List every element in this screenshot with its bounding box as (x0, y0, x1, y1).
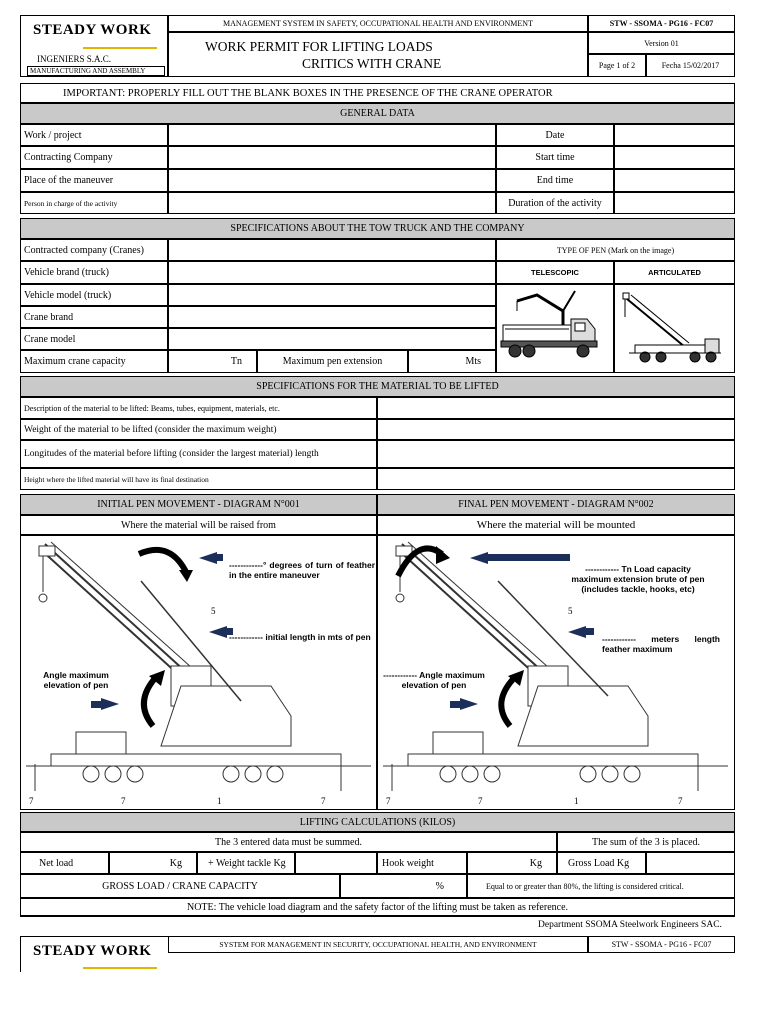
footer-border (20, 916, 735, 917)
department-label: Department SSOMA Steelwork Engineers SAC. (538, 920, 722, 930)
gross-capacity-label: GROSS LOAD / CRANE CAPACITY (20, 874, 340, 898)
load-capacity-note: ------------ Tn Load capacity maximum extension brute of pen (includes tackle, hooks, etc) (571, 564, 705, 594)
general-row-label: Work / project (20, 124, 168, 146)
material-height-field[interactable] (377, 468, 735, 490)
material-row-label: Longitudes of the material before lifting (consider the largest material) length (20, 440, 377, 468)
header-system: MANAGEMENT SYSTEM IN SAFETY, OCCUPATIONAL HEALTH AND ENVIRONMENT (168, 15, 588, 32)
vehicle-model-field[interactable] (168, 284, 496, 306)
max-elevation-angle-note: Angle maximum elevation of pen (43, 670, 109, 690)
svg-text:7: 7 (29, 796, 34, 806)
document-page: Page 1 of 2 (588, 54, 646, 77)
header-title-box (168, 32, 588, 77)
weight-tackle-label: + Weight tackle Kg (197, 852, 295, 874)
initial-diagram-subtitle: Where the material will be raised from (20, 515, 377, 535)
max-crane-capacity-label: Maximum crane capacity (20, 350, 168, 373)
document-date: Fecha 15/02/2017 (646, 54, 735, 77)
reference-note: NOTE: The vehicle load diagram and the safety factor of the lifting must be taken as reference. (20, 898, 735, 916)
telescopic-crane-truck-image[interactable] (496, 284, 614, 373)
tow-truck-title: SPECIFICATIONS ABOUT THE TOW TRUCK AND THE COMPANY (20, 218, 735, 239)
footer-system: SYSTEM FOR MANAGEMENT IN SECURITY, OCCUPATIONAL HEALTH, AND ENVIRONMENT (168, 936, 588, 953)
material-row-label: Description of the material to be lifted: Beams, tubes, equipment, materials, etc. (20, 397, 377, 419)
mts-unit: Mts (465, 356, 481, 367)
calculations-title: LIFTING CALCULATIONS (KILOS) (20, 812, 735, 832)
svg-text:5: 5 (568, 606, 573, 616)
hook-weight-label: Hook weight (377, 852, 467, 874)
max-length-note: ------------ meters length feather maximum (602, 634, 720, 654)
tow-row-label: Vehicle model (truck) (20, 284, 168, 306)
material-description-field[interactable] (377, 397, 735, 419)
kg-unit: Kg (169, 857, 182, 869)
general-row-right-label: End time (496, 169, 614, 192)
svg-text:7: 7 (121, 796, 126, 806)
footer-company-logo: STEADY WORK (33, 943, 152, 959)
document-version: Version 01 (588, 32, 735, 54)
telescopic-label: TELESCOPIC (496, 261, 614, 284)
tow-row-label: Vehicle brand (truck) (20, 261, 168, 284)
svg-text:1: 1 (217, 796, 222, 806)
general-row-right-label: Start time (496, 146, 614, 169)
svg-text:7: 7 (478, 796, 483, 806)
net-load-field[interactable] (109, 852, 197, 874)
general-row-label: Place of the maneuver (20, 169, 168, 192)
contracting-company-field[interactable] (168, 146, 496, 169)
document-code: STW - SSOMA - PG16 - FC07 (588, 15, 735, 32)
material-length-field[interactable] (377, 440, 735, 468)
articulated-label: ARTICULATED (614, 261, 735, 284)
type-of-pen-text: TYPE OF PEN (556, 245, 607, 255)
gross-load-field[interactable] (646, 852, 735, 874)
svg-text:7: 7 (321, 796, 326, 806)
tow-row-label: Contracted company (Cranes) (20, 239, 168, 261)
footer-logo-box (20, 936, 168, 972)
net-load-label: Net load (20, 852, 109, 874)
max-crane-capacity-field[interactable] (168, 350, 257, 373)
date-field[interactable] (614, 124, 735, 146)
weight-tackle-field[interactable] (295, 852, 377, 874)
company-name: INGENIERS S.A.C. (37, 54, 112, 64)
start-time-field[interactable] (614, 146, 735, 169)
type-of-pen-note: (Mark on the image) (608, 245, 675, 255)
svg-text:5: 5 (211, 606, 216, 616)
general-row-right-label: Date (496, 124, 614, 146)
place-field[interactable] (168, 169, 496, 192)
document-title-line2: CRITICS WITH CRANE (302, 56, 442, 71)
tn-unit: Tn (230, 356, 242, 367)
document-title-line1: WORK PERMIT FOR LIFTING LOADS (205, 39, 433, 54)
final-diagram-subtitle: Where the material will be mounted (377, 515, 735, 535)
crane-brand-field[interactable] (168, 306, 496, 328)
material-title: SPECIFICATIONS FOR THE MATERIAL TO BE LIFTED (20, 376, 735, 397)
company-logo: STEADY WORK (33, 22, 152, 38)
initial-diagram-title: INITIAL PEN MOVEMENT - DIAGRAM N°001 (20, 494, 377, 515)
percent-unit: % (435, 880, 444, 892)
max-pen-extension-label: Maximum pen extension (257, 350, 408, 373)
kg-unit: Kg (529, 857, 542, 869)
end-time-field[interactable] (614, 169, 735, 192)
material-row-label: Weight of the material to be lifted (consider the maximum weight) (20, 419, 377, 440)
work-project-field[interactable] (168, 124, 496, 146)
tow-row-label: Crane brand (20, 306, 168, 328)
gross-load-label: Gross Load Kg (557, 852, 646, 874)
critical-note: Equal to or greater than 80%, the lifting is considered critical. (467, 874, 735, 898)
final-diagram-panel (377, 535, 735, 810)
summed-instruction: The 3 entered data must be summed. (20, 832, 557, 852)
general-row-right-label: Duration of the activity (496, 192, 614, 214)
general-row-label: Person in charge of the activity (20, 192, 168, 214)
footer-logo-underline (83, 967, 157, 969)
material-weight-field[interactable] (377, 419, 735, 440)
footer-code: STW - SSOMA - PG16 - FC07 (588, 936, 735, 953)
svg-text:7: 7 (678, 796, 683, 806)
max-elevation-angle-note: ------------ Angle maximum elevation of pen (383, 670, 485, 690)
general-row-label: Contracting Company (20, 146, 168, 169)
initial-length-note: ------------ initial length in mts of pen (229, 632, 371, 642)
initial-diagram-panel (20, 535, 377, 810)
articulated-crane-truck-image[interactable] (614, 284, 735, 373)
person-in-charge-field[interactable] (168, 192, 496, 214)
duration-field[interactable] (614, 192, 735, 214)
material-row-label: Height where the lifted material will have its final destination (20, 468, 377, 490)
articulated-truck-icon (615, 285, 734, 372)
turn-degrees-note: ------------° degrees of turn of feather in the entire maneuver (229, 560, 375, 580)
svg-text:1: 1 (574, 796, 579, 806)
tow-row-label: Crane model (20, 328, 168, 350)
type-of-pen-label (496, 239, 735, 261)
company-tagline: MANUFACTURING AND ASSEMBLY (27, 66, 165, 76)
telescopic-truck-icon (497, 285, 613, 372)
logo-underline (83, 47, 157, 49)
final-diagram-title: FINAL PEN MOVEMENT - DIAGRAM N°002 (377, 494, 735, 515)
header-logo-box (20, 15, 168, 77)
gross-capacity-field[interactable] (340, 874, 467, 898)
sum-placed-instruction: The sum of the 3 is placed. (557, 832, 735, 852)
svg-text:7: 7 (386, 796, 391, 806)
general-data-title: GENERAL DATA (20, 103, 735, 124)
contracted-company-field[interactable] (168, 239, 496, 261)
hook-weight-field[interactable] (467, 852, 557, 874)
important-notice: IMPORTANT: PROPERLY FILL OUT THE BLANK BOXES IN THE PRESENCE OF THE CRANE OPERATOR (20, 83, 735, 103)
vehicle-brand-field[interactable] (168, 261, 496, 284)
crane-model-field[interactable] (168, 328, 496, 350)
max-pen-extension-field[interactable] (408, 350, 496, 373)
